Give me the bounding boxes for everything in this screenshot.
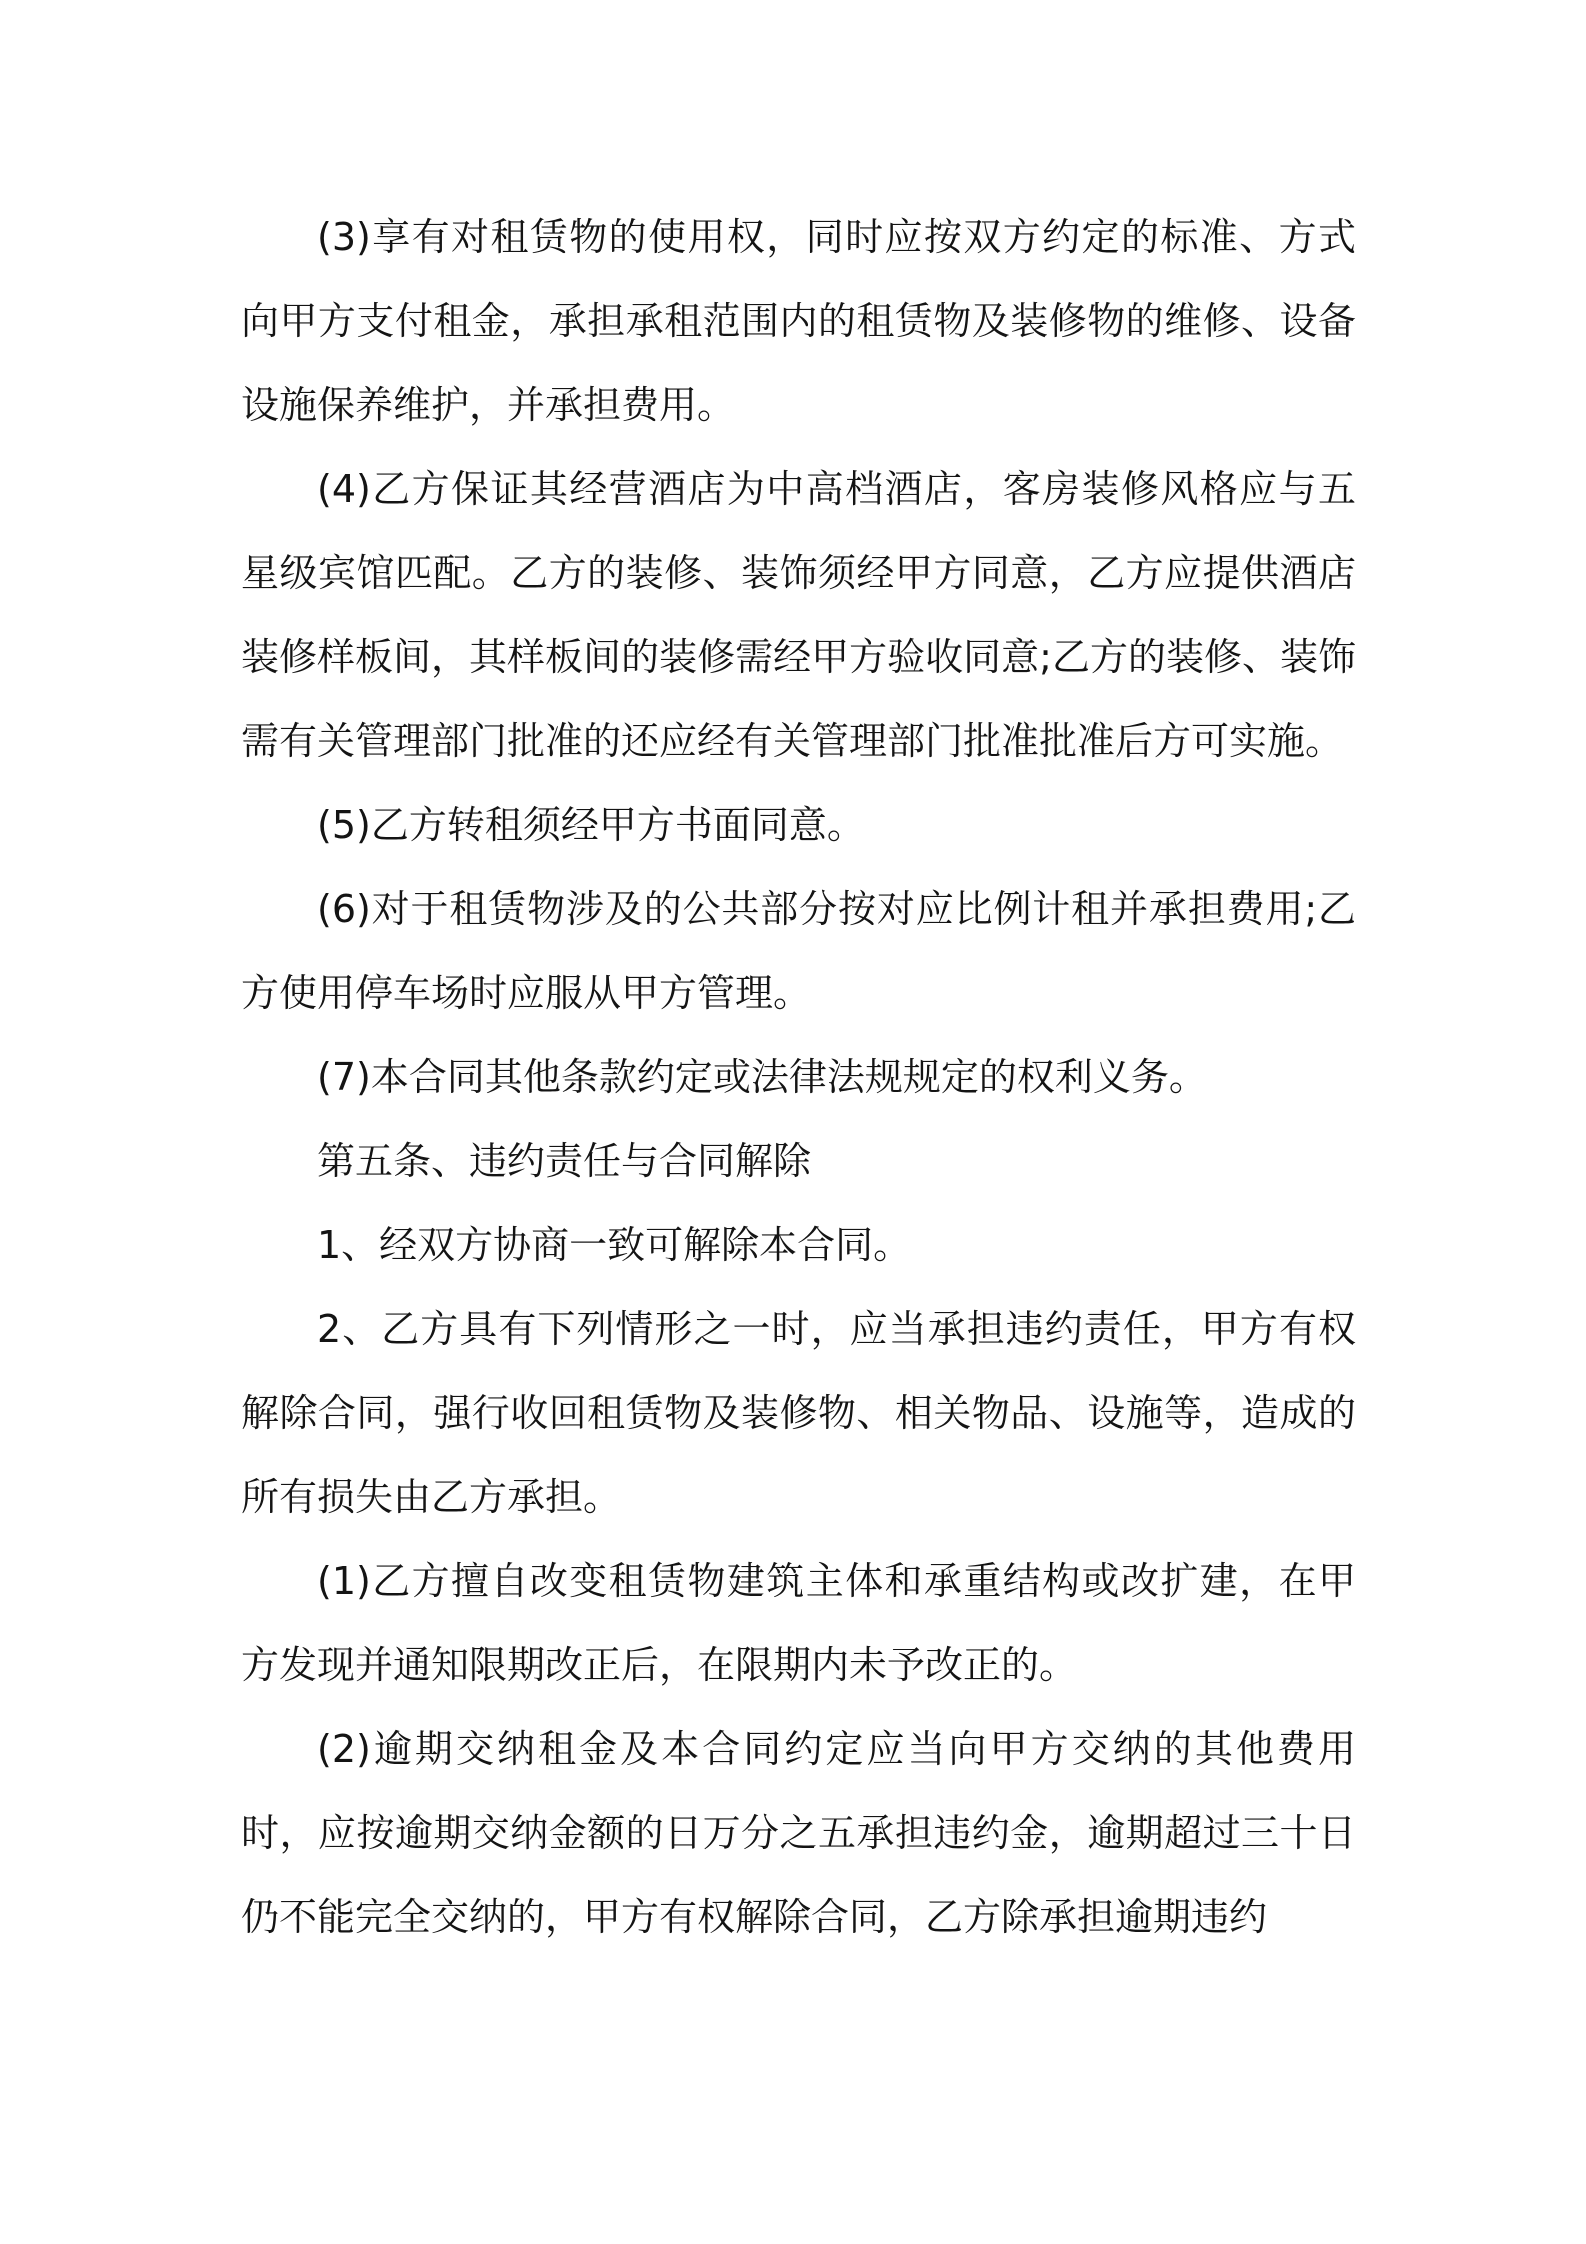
paragraph-item-2: 2、乙方具有下列情形之一时，应当承担违约责任，甲方有权解除合同，强行收回租赁物及装修物、相关物品、设施等，造成的所有损失由乙方承担。 <box>241 1307 1356 1519</box>
paragraph-clause-3: (3)享有对租赁物的使用权，同时应按双方约定的标准、方式向甲方支付租金，承担承租范围内的租赁物及装修物的维修、设备设施保养维护，并承担费用。 <box>241 215 1356 427</box>
section-heading-article-5: 第五条、违约责任与合同解除 <box>317 1139 812 1183</box>
paragraph-subitem-1: (1)乙方擅自改变租赁物建筑主体和承重结构或改扩建，在甲方发现并通知限期改正后，在限期内未予改正的。 <box>241 1559 1356 1687</box>
paragraph-clause-6: (6)对于租赁物涉及的公共部分按对应比例计租并承担费用;乙方使用停车场时应服从甲方管理。 <box>241 887 1356 1015</box>
paragraph-subitem-2: (2)逾期交纳租金及本合同约定应当向甲方交纳的其他费用时，应按逾期交纳金额的日万分之五承担违约金，逾期超过三十日仍不能完全交纳的，甲方有权解除合同，乙方除承担逾期违约 <box>241 1727 1356 1939</box>
paragraph-clause-4: (4)乙方保证其经营酒店为中高档酒店，客房装修风格应与五星级宾馆匹配。乙方的装修、装饰须经甲方同意，乙方应提供酒店装修样板间，其样板间的装修需经甲方验收同意;乙方的装修、装饰需有关管理部门批准的还应经有关管理部门批准批准后方可实施。 <box>241 467 1356 763</box>
paragraph-clause-5: (5)乙方转租须经甲方书面同意。 <box>317 803 865 847</box>
document-body <box>241 195 1356 1959</box>
paragraph-item-1: 1、经双方协商一致可解除本合同。 <box>317 1223 912 1267</box>
paragraph-clause-7: (7)本合同其他条款约定或法律法规规定的权利义务。 <box>317 1055 1207 1099</box>
